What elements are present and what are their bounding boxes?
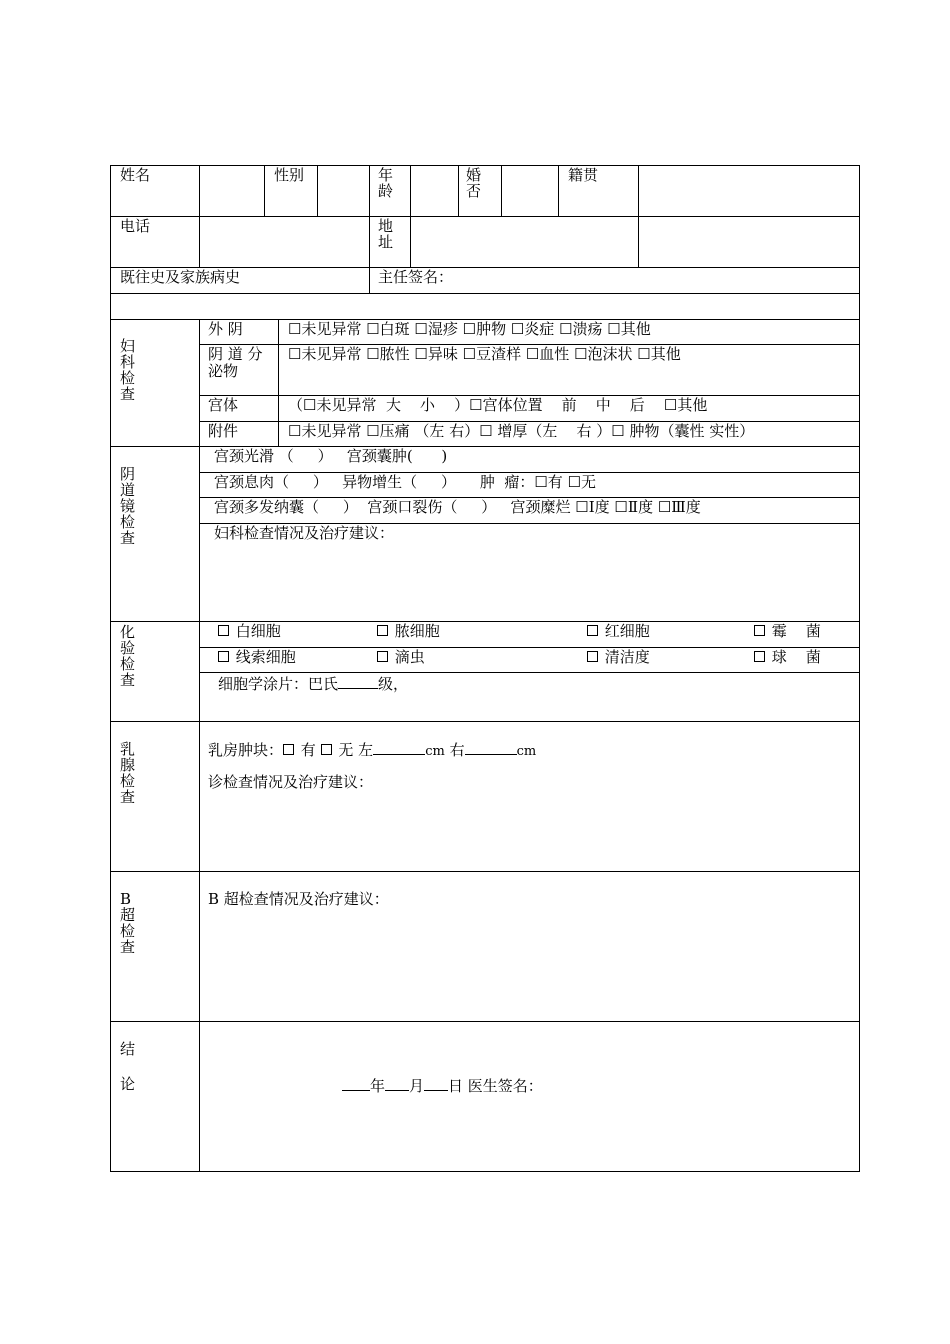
marital-label: 婚否: [466, 166, 482, 200]
row-divider: [111, 871, 859, 872]
lab-section-label: 化验检查: [120, 623, 136, 689]
col-divider: [264, 166, 265, 216]
uterus-options: （☐未见异常 大 小 ）☐宫体位置 前 中 后 ☐其他: [288, 396, 708, 414]
breast-section-label: 乳腺检查: [120, 740, 136, 806]
row-divider: [111, 1021, 859, 1022]
blank-line: [424, 1077, 448, 1091]
row-divider: [111, 216, 859, 217]
checkbox-icon[interactable]: [754, 651, 765, 662]
gender-label: 性别: [274, 166, 305, 184]
checkbox-icon[interactable]: [218, 625, 229, 636]
adnexa-label: 附件: [208, 422, 239, 440]
vulva-options: ☐未见异常 ☐白斑 ☐湿疹 ☐肿物 ☐炎症 ☐溃疡 ☐其他: [288, 320, 651, 338]
colpo-line-3: 宫颈多发纳囊（ ） 宫颈口裂伤（ ） 宫颈糜烂 ☐Ⅰ度 ☐Ⅱ度 ☐Ⅲ度: [214, 498, 701, 516]
checkbox-icon[interactable]: [321, 744, 332, 755]
colpo-line-1: 宫颈光滑 （ ） 宫颈囊肿( ): [214, 447, 448, 465]
row-divider: [111, 721, 859, 722]
col-divider: [278, 319, 279, 446]
checkbox-icon[interactable]: [754, 625, 765, 636]
col-divider: [501, 166, 502, 216]
origin-label: 籍贯: [568, 166, 599, 184]
colpo-line-2: 宫颈息肉（ ） 异物增生（ ） 肿 瘤：☐有 ☐无: [214, 473, 597, 491]
bus-advice-label: B 超检查情况及治疗建议：: [208, 890, 389, 908]
blank-line: [465, 741, 517, 755]
breast-mass-line: 乳房肿块： 有 无 左 cm 右 cm: [208, 741, 537, 759]
date-sign-line: 年 月 日 医生签名：: [342, 1077, 543, 1095]
uterus-label: 宫体: [208, 396, 239, 414]
cytology-line: 细胞学涂片：巴氏 级，: [218, 675, 409, 693]
blank-line: [373, 741, 425, 755]
lab-item-clean: 清洁度: [587, 649, 650, 666]
lab-item-trich: 滴虫: [377, 649, 425, 666]
col-divider: [317, 166, 318, 216]
conclusion-label-1: 结: [120, 1040, 136, 1058]
adnexa-options: ☐未见异常 ☐压痛 （左 右）☐ 增厚（左 右 ）☐ 肿物（囊性 实性）: [288, 422, 755, 440]
vulva-label: 外 阴: [208, 320, 243, 338]
breast-advice-label: 诊检查情况及治疗建议：: [208, 773, 374, 791]
colpo-section-label: 阴道镜检查: [120, 465, 136, 547]
lab-item-clue: 线索细胞: [218, 649, 296, 666]
age-label: 年龄: [378, 166, 394, 200]
checkbox-icon[interactable]: [587, 651, 598, 662]
lab-item-fungi: 霉 菌: [754, 623, 821, 640]
row-divider: [111, 293, 859, 294]
address-label: 地址: [378, 217, 394, 251]
checkbox-icon[interactable]: [377, 625, 388, 636]
exam-form: [110, 165, 860, 1172]
checkbox-icon[interactable]: [283, 744, 294, 755]
history-label: 既往史及家族病史: [120, 268, 241, 286]
row-divider: [111, 621, 859, 622]
checkbox-icon[interactable]: [218, 651, 229, 662]
col-divider: [199, 319, 200, 1172]
name-label: 姓名: [120, 166, 151, 184]
col-divider: [558, 166, 559, 216]
blank-line: [342, 1077, 370, 1091]
col-divider: [458, 166, 459, 216]
gyn-section-label: 妇科检查: [120, 337, 136, 403]
lab-item-wbc: 白细胞: [218, 623, 281, 640]
checkbox-icon[interactable]: [377, 651, 388, 662]
lab-item-cocci: 球 菌: [754, 649, 821, 666]
col-divider: [638, 166, 639, 267]
lab-item-rbc: 红细胞: [587, 623, 650, 640]
director-sign-label: 主任签名：: [378, 268, 454, 286]
blank-line: [338, 675, 378, 689]
col-divider: [199, 166, 200, 267]
phone-label: 电话: [120, 217, 151, 235]
row-divider: [199, 647, 859, 648]
col-divider: [410, 166, 411, 267]
conclusion-label-2: 论: [120, 1075, 136, 1093]
lab-item-pus: 脓细胞: [377, 623, 440, 640]
bus-section-label: B超检查: [120, 890, 136, 956]
discharge-options: ☐未见异常 ☐脓性 ☐异味 ☐豆渣样 ☐血性 ☐泡沫状 ☐其他: [288, 345, 681, 363]
col-divider: [369, 166, 370, 293]
blank-line: [385, 1077, 409, 1091]
row-divider: [199, 672, 859, 673]
checkbox-icon[interactable]: [587, 625, 598, 636]
discharge-label: 阴 道 分泌物: [208, 345, 263, 380]
colpo-advice-label: 妇科检查情况及治疗建议：: [214, 524, 395, 542]
